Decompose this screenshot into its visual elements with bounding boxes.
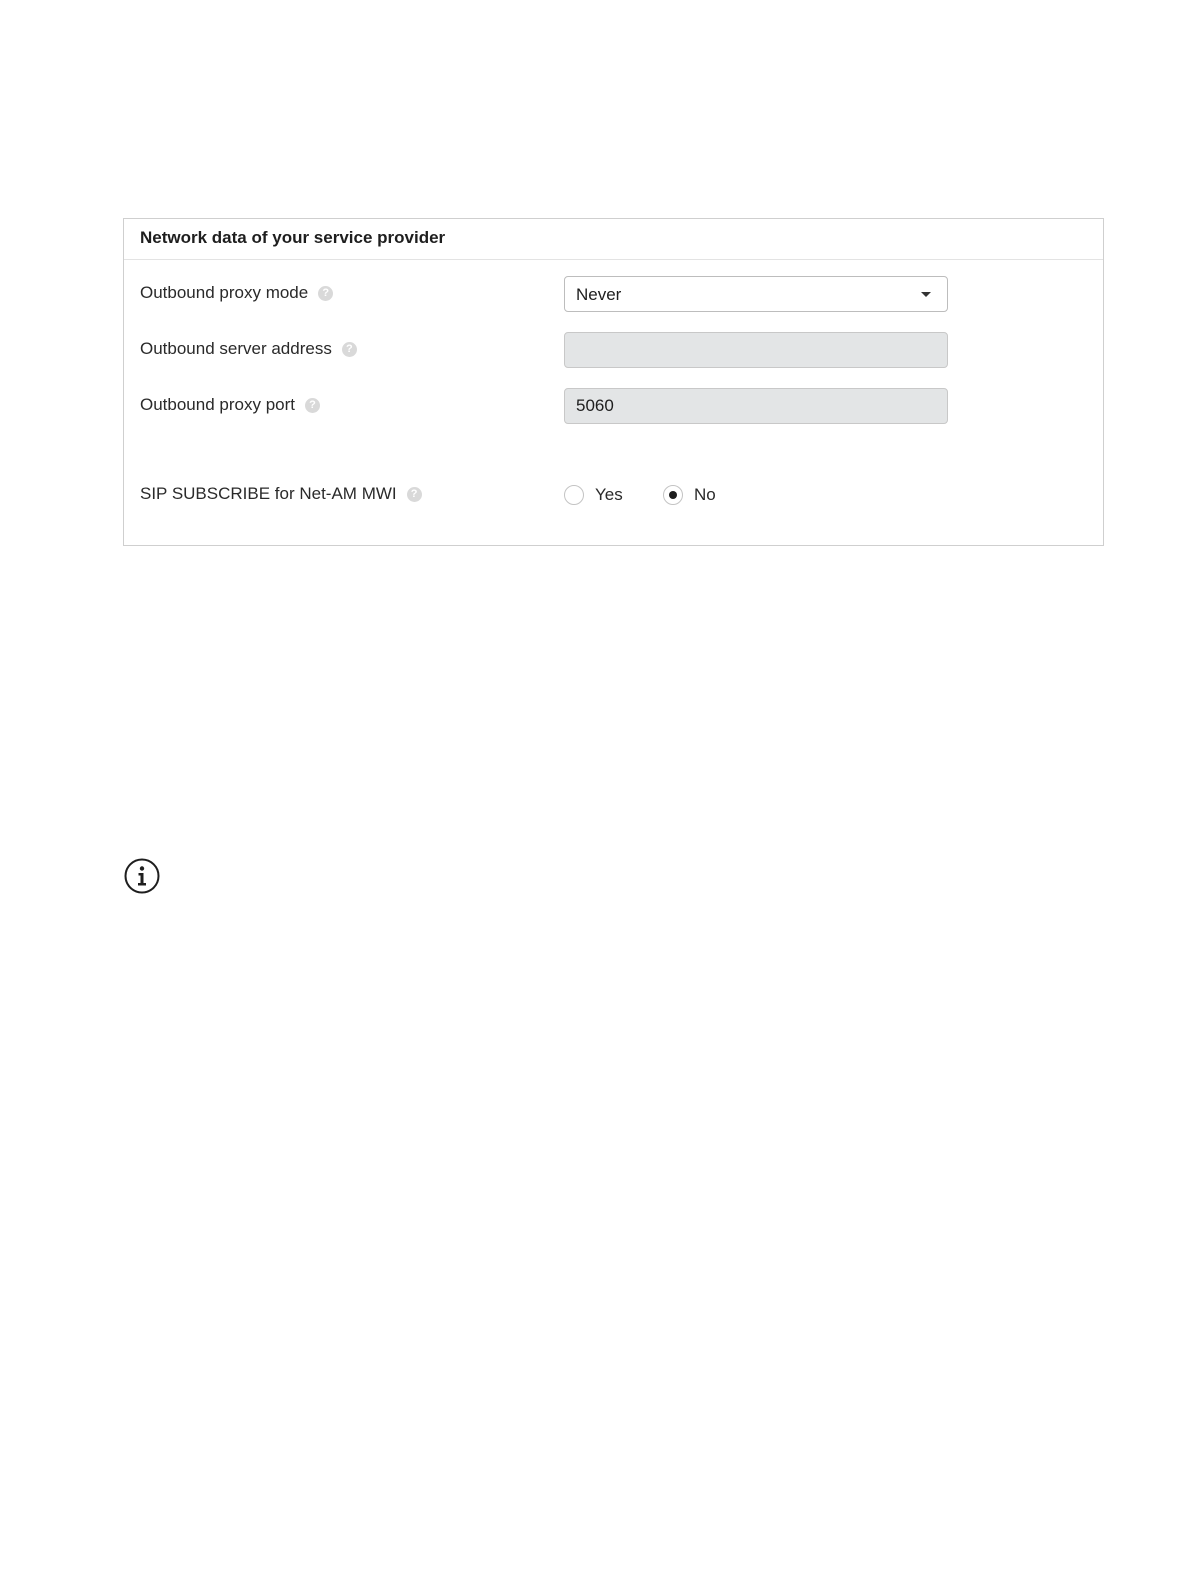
outbound-proxy-mode-value: Never bbox=[576, 285, 622, 304]
outbound-proxy-port-label bbox=[140, 395, 320, 415]
outbound-proxy-mode-text: Outbound proxy mode bbox=[140, 283, 309, 302]
outbound-proxy-port-input[interactable] bbox=[564, 388, 948, 424]
sip-subscribe-no-label: No bbox=[694, 485, 716, 504]
panel-title: Network data of your service provider bbox=[140, 228, 446, 247]
help-icon[interactable]: ? bbox=[407, 487, 422, 502]
outbound-proxy-port-text: Outbound proxy port bbox=[140, 395, 295, 414]
help-icon[interactable]: ? bbox=[305, 398, 320, 413]
sip-subscribe-yes-label: Yes bbox=[595, 485, 623, 504]
outbound-server-address-label bbox=[140, 339, 357, 359]
sip-subscribe-text: SIP SUBSCRIBE for Net-AM MWI bbox=[140, 484, 397, 503]
chevron-down-icon bbox=[921, 292, 931, 297]
outbound-proxy-mode-select[interactable] bbox=[564, 276, 948, 312]
radio-unchecked-icon[interactable] bbox=[564, 485, 584, 505]
outbound-proxy-mode-label bbox=[140, 283, 333, 303]
help-icon[interactable]: ? bbox=[318, 286, 333, 301]
outbound-server-address-input[interactable] bbox=[564, 332, 948, 368]
sip-subscribe-label bbox=[140, 484, 422, 504]
panel-header bbox=[124, 219, 1103, 260]
radio-checked-icon[interactable] bbox=[663, 485, 683, 505]
help-icon[interactable]: ? bbox=[342, 342, 357, 357]
info-icon bbox=[124, 858, 160, 894]
outbound-server-address-text: Outbound server address bbox=[140, 339, 332, 358]
sip-subscribe-yes-radio[interactable] bbox=[564, 485, 623, 505]
network-data-panel bbox=[123, 218, 1104, 546]
sip-subscribe-no-radio[interactable] bbox=[663, 485, 716, 505]
